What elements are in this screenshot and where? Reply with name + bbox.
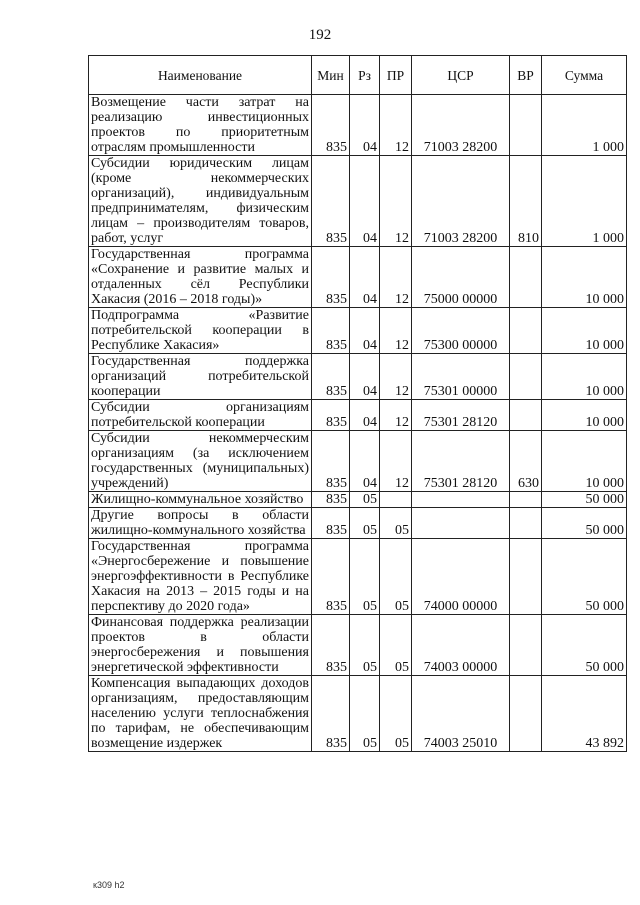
header-min: Мин bbox=[312, 56, 350, 95]
row-pr: 12 bbox=[380, 354, 412, 400]
row-vr bbox=[510, 615, 542, 676]
row-pr: 12 bbox=[380, 400, 412, 431]
row-rz: 05 bbox=[350, 615, 380, 676]
row-sum: 50 000 bbox=[542, 615, 627, 676]
row-rz: 05 bbox=[350, 539, 380, 615]
budget-table bbox=[88, 55, 627, 752]
row-rz: 04 bbox=[350, 431, 380, 492]
header-csr: ЦСР bbox=[412, 56, 510, 95]
row-sum: 1 000 bbox=[542, 156, 627, 247]
row-csr: 74000 00000 bbox=[412, 539, 510, 615]
row-csr: 75301 28120 bbox=[412, 431, 510, 492]
row-vr: 630 bbox=[510, 431, 542, 492]
row-name: Субсидии юридическим лицам (кроме некоммерческих организаций), индивидуальным предпринимателям, физическим лицам – производителям товаров, работ, услуг bbox=[89, 156, 312, 247]
row-sum: 10 000 bbox=[542, 431, 627, 492]
row-pr: 12 bbox=[380, 308, 412, 354]
row-csr: 74003 00000 bbox=[412, 615, 510, 676]
row-vr bbox=[510, 400, 542, 431]
table-row bbox=[89, 492, 627, 508]
table-row bbox=[89, 615, 627, 676]
row-name: Возмещение части затрат на реализацию инвестиционных проектов по приоритетным отраслям промышленности bbox=[89, 95, 312, 156]
row-csr: 75301 00000 bbox=[412, 354, 510, 400]
row-name: Государственная программа «Сохранение и развитие малых и отдаленных сёл Республики Хакасия (2016 – 2018 годы)» bbox=[89, 247, 312, 308]
row-rz: 04 bbox=[350, 354, 380, 400]
table-row bbox=[89, 676, 627, 752]
footer-code: к309 h2 bbox=[93, 880, 125, 890]
row-min: 835 bbox=[312, 308, 350, 354]
row-pr: 12 bbox=[380, 156, 412, 247]
row-csr: 74003 25010 bbox=[412, 676, 510, 752]
row-vr bbox=[510, 492, 542, 508]
row-rz: 04 bbox=[350, 247, 380, 308]
row-name: Компенсация выпадающих доходов организациям, предоставляющим населению услуги теплоснабжения по тарифам, не обеспечивающим возмещение издержек bbox=[89, 676, 312, 752]
row-vr bbox=[510, 508, 542, 539]
row-pr: 12 bbox=[380, 95, 412, 156]
row-sum: 10 000 bbox=[542, 354, 627, 400]
row-sum: 50 000 bbox=[542, 492, 627, 508]
row-sum: 10 000 bbox=[542, 400, 627, 431]
row-min: 835 bbox=[312, 508, 350, 539]
row-pr: 12 bbox=[380, 431, 412, 492]
row-pr: 12 bbox=[380, 247, 412, 308]
row-rz: 04 bbox=[350, 95, 380, 156]
table-row bbox=[89, 431, 627, 492]
row-vr: 810 bbox=[510, 156, 542, 247]
row-csr: 75301 28120 bbox=[412, 400, 510, 431]
row-rz: 05 bbox=[350, 508, 380, 539]
table-row bbox=[89, 354, 627, 400]
row-min: 835 bbox=[312, 354, 350, 400]
row-name: Жилищно-коммунальное хозяйство bbox=[89, 492, 312, 508]
row-rz: 05 bbox=[350, 492, 380, 508]
row-min: 835 bbox=[312, 539, 350, 615]
row-rz: 04 bbox=[350, 308, 380, 354]
row-min: 835 bbox=[312, 615, 350, 676]
row-vr bbox=[510, 539, 542, 615]
row-sum: 50 000 bbox=[542, 539, 627, 615]
table-row bbox=[89, 95, 627, 156]
page-number: 192 bbox=[308, 27, 332, 43]
row-min: 835 bbox=[312, 492, 350, 508]
row-vr bbox=[510, 676, 542, 752]
row-name: Субсидии организациям потребительской кооперации bbox=[89, 400, 312, 431]
row-sum: 10 000 bbox=[542, 247, 627, 308]
row-pr: 05 bbox=[380, 676, 412, 752]
row-csr: 71003 28200 bbox=[412, 95, 510, 156]
row-sum: 10 000 bbox=[542, 308, 627, 354]
table-row bbox=[89, 308, 627, 354]
row-sum: 1 000 bbox=[542, 95, 627, 156]
row-min: 835 bbox=[312, 431, 350, 492]
row-name: Финансовая поддержка реализации проектов в области энергосбережения и повышения энергетической эффективности bbox=[89, 615, 312, 676]
table-row bbox=[89, 400, 627, 431]
header-vr: ВР bbox=[510, 56, 542, 95]
row-csr bbox=[412, 508, 510, 539]
row-min: 835 bbox=[312, 156, 350, 247]
row-sum: 43 892 bbox=[542, 676, 627, 752]
table-header-row bbox=[89, 56, 627, 95]
row-min: 835 bbox=[312, 676, 350, 752]
row-name: Государственная программа «Энергосбережение и повышение энергоэффективности в Республике Хакасия на 2013 – 2015 годы и на перспективу до 2020 года» bbox=[89, 539, 312, 615]
row-pr: 05 bbox=[380, 615, 412, 676]
row-pr: 05 bbox=[380, 539, 412, 615]
row-min: 835 bbox=[312, 400, 350, 431]
row-rz: 04 bbox=[350, 400, 380, 431]
header-sum: Сумма bbox=[542, 56, 627, 95]
row-name: Государственная поддержка организаций потребительской кооперации bbox=[89, 354, 312, 400]
row-min: 835 bbox=[312, 247, 350, 308]
header-rz: Рз bbox=[350, 56, 380, 95]
row-csr: 75300 00000 bbox=[412, 308, 510, 354]
row-csr: 75000 00000 bbox=[412, 247, 510, 308]
table-row bbox=[89, 539, 627, 615]
row-vr bbox=[510, 247, 542, 308]
row-vr bbox=[510, 354, 542, 400]
row-name: Другие вопросы в области жилищно-коммунального хозяйства bbox=[89, 508, 312, 539]
row-csr bbox=[412, 492, 510, 508]
header-pr: ПР bbox=[380, 56, 412, 95]
row-name: Субсидии некоммерческим организациям (за исключением государственных (муниципальных) учреждений) bbox=[89, 431, 312, 492]
row-rz: 05 bbox=[350, 676, 380, 752]
row-pr: 05 bbox=[380, 508, 412, 539]
row-pr bbox=[380, 492, 412, 508]
header-name: Наименование bbox=[89, 56, 312, 95]
row-rz: 04 bbox=[350, 156, 380, 247]
row-vr bbox=[510, 308, 542, 354]
row-csr: 71003 28200 bbox=[412, 156, 510, 247]
row-sum: 50 000 bbox=[542, 508, 627, 539]
table-row bbox=[89, 247, 627, 308]
row-name: Подпрограмма «Развитие потребительской кооперации в Республике Хакасия» bbox=[89, 308, 312, 354]
table-row bbox=[89, 156, 627, 247]
row-min: 835 bbox=[312, 95, 350, 156]
table-row bbox=[89, 508, 627, 539]
row-vr bbox=[510, 95, 542, 156]
